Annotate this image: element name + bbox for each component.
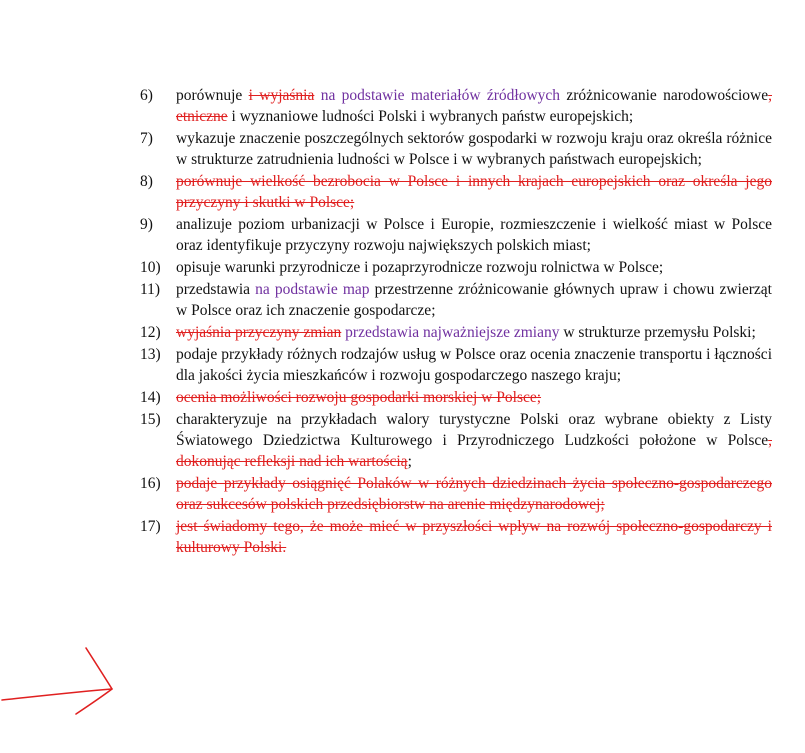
item-text <box>176 516 772 558</box>
inserted-text: na podstawie materiałów źródłowych <box>320 87 561 104</box>
body-text: w strukturze przemysłu Polski; <box>559 324 756 341</box>
item-text <box>176 387 772 408</box>
list-item <box>140 279 772 321</box>
body-text: opisuje warunki przyrodnicze i pozaprzyrodnicze rozwoju rolnictwa w Polsce; <box>176 259 664 276</box>
item-number: 16) <box>140 475 161 492</box>
item-number: 8) <box>140 173 153 190</box>
document-body <box>140 85 772 559</box>
item-number: 10) <box>140 259 161 276</box>
item-text <box>176 85 772 127</box>
item-number: 17) <box>140 518 161 535</box>
list-item <box>140 322 772 343</box>
list-item <box>140 387 772 408</box>
list-item <box>140 214 772 256</box>
deleted-text: podaje przykłady osiągnięć Polaków w różnych dziedzinach życia społeczno-gospodarczego oraz sukcesów polskich przedsiębiorstw na arenie międzynarodowej; <box>176 475 772 513</box>
item-text <box>176 128 772 170</box>
deleted-text: ocenia możliwości rozwoju gospodarki morskiej w Polsce; <box>176 389 542 406</box>
item-number: 9) <box>140 216 153 233</box>
item-text <box>176 214 772 256</box>
item-text <box>176 344 772 386</box>
body-text: i wyznaniowe ludności Polski i wybranych państw europejskich; <box>227 108 634 125</box>
body-text: wykazuje znaczenie poszczególnych sektorów gospodarki w rozwoju kraju oraz określa różnice w strukturze zatrudnienia ludności w Polsce i w wybranych państwach europejskich; <box>176 130 772 168</box>
item-number: 15) <box>140 411 161 428</box>
body-text: podaje przykłady różnych rodzajów usług w Polsce oraz ocenia znaczenie transportu i łączności dla jakości życia mieszkańców i rozwoju gospodarczego naszego kraju; <box>176 346 772 384</box>
list-item <box>140 257 772 278</box>
item-text <box>176 257 772 278</box>
list-item <box>140 473 772 515</box>
red-arrow-annotation <box>0 640 120 720</box>
item-text <box>176 473 772 515</box>
deleted-text: , dokonując refleksji nad ich wartością <box>176 432 772 470</box>
body-text: porównuje <box>176 87 249 104</box>
item-number: 12) <box>140 324 161 341</box>
body-text: ; <box>407 453 412 470</box>
body-text: zróżnicowanie narodowościowe <box>560 87 769 104</box>
inserted-text: przedstawia najważniejsze zmiany <box>345 324 560 341</box>
list-item <box>140 409 772 472</box>
body-text: analizuje poziom urbanizacji w Polsce i Europie, rozmieszczenie i wielkość miast w Polsce oraz identyfikuje przyczyny rozwoju największych polskich miast; <box>176 216 772 254</box>
body-text: przestrzenne zróżnicowanie głównych upraw i chowu zwierząt w Polsce oraz ich znaczenie gospodarcze; <box>176 281 772 319</box>
item-number: 7) <box>140 130 153 147</box>
item-number: 13) <box>140 346 161 363</box>
item-number: 14) <box>140 389 161 406</box>
deleted-text: , etniczne <box>176 87 772 125</box>
deleted-text: porównuje wielkość bezrobocia w Polsce i innych krajach europejskich oraz określa jego przyczyny i skutki w Polsce; <box>176 173 772 211</box>
item-text <box>176 171 772 213</box>
list-item <box>140 516 772 558</box>
body-text: charakteryzuje na przykładach walory turystyczne Polski oraz wybrane obiekty z Listy Światowego Dziedzictwa Kulturowego i Przyrodniczego Ludzkości położone w Polsce <box>176 411 772 449</box>
deleted-text: jest świadomy tego, że może mieć w przyszłości wpływ na rozwój społeczno-gospodarczy i kulturowy Polski. <box>176 518 772 556</box>
list-item <box>140 128 772 170</box>
deleted-text: i wyjaśnia <box>248 87 315 104</box>
item-number: 6) <box>140 87 153 104</box>
body-text: przedstawia <box>176 281 256 298</box>
list-item <box>140 344 772 386</box>
item-number: 11) <box>140 281 161 298</box>
inserted-text: na podstawie map <box>255 281 370 298</box>
list-item <box>140 171 772 213</box>
item-text <box>176 279 772 321</box>
deleted-text: wyjaśnia przyczyny zmian <box>176 324 342 341</box>
item-text <box>176 322 772 343</box>
item-text <box>176 409 772 472</box>
list-item <box>140 85 772 127</box>
